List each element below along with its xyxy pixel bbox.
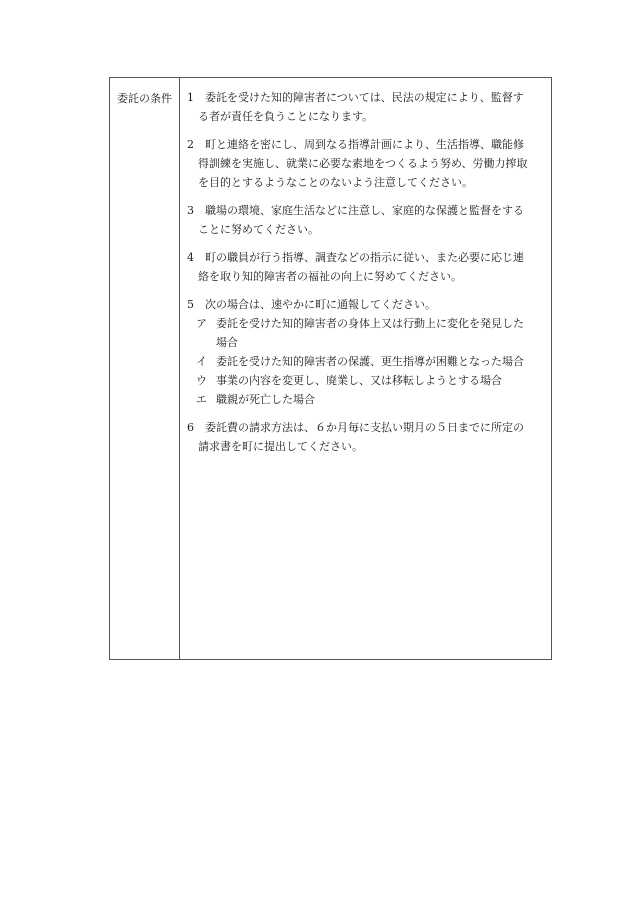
item-text-line: 委託を受けた知的障害者については、民法の規定により、監督す	[205, 91, 524, 104]
conditions-label-cell	[110, 78, 180, 659]
conditions-table	[109, 77, 552, 660]
condition-item-3	[187, 201, 547, 239]
item-text-line: る者が責任を負うことになります。	[198, 110, 374, 123]
item-number: 2	[187, 138, 194, 151]
condition-item-1	[187, 88, 547, 126]
item-text-line: ことに努めてください。	[198, 223, 319, 236]
sub-item-mark: イ	[196, 355, 207, 368]
item-text-line: 委託費の請求方法は、６か月毎に支払い期月の５日までに所定の	[205, 421, 524, 434]
item-text-line: 次の場合は、速やかに町に通報してください。	[205, 298, 436, 311]
sub-item-text-line: 事業の内容を変更し、廃業し、又は移転しようとする場合	[216, 374, 502, 387]
item-number: 5	[187, 298, 194, 311]
conditions-content-cell	[180, 78, 551, 659]
item-number: 4	[187, 251, 194, 264]
sub-item-e	[187, 390, 547, 409]
sub-item-text-line: 場合	[216, 336, 238, 349]
condition-item-5	[187, 295, 547, 409]
sub-item-i	[187, 352, 547, 371]
conditions-label: 委託の条件	[117, 92, 172, 105]
condition-item-4	[187, 248, 547, 286]
item-text-line: 町の職員が行う指導、調査などの指示に従い、また必要に応じ連	[205, 251, 524, 264]
item-number: 1	[187, 91, 194, 104]
sub-item-a	[187, 314, 547, 352]
sub-item-text-line: 職親が死亡した場合	[216, 393, 315, 406]
item-text-line: 町と連絡を密にし、周到なる指導計画により、生活指導、職能修	[205, 138, 524, 151]
item-text-line: 請求書を町に提出してください。	[198, 440, 363, 453]
condition-item-6	[187, 418, 547, 456]
item-number: 6	[187, 421, 194, 434]
sub-item-mark: ウ	[196, 374, 207, 387]
sub-item-text-line: 委託を受けた知的障害者の身体上又は行動上に変化を発見した	[216, 317, 524, 330]
condition-item-2	[187, 135, 547, 192]
item-text-line: 職場の環境、家庭生活などに注意し、家庭的な保護と監督をする	[205, 204, 524, 217]
item-text-line: 絡を取り知的障害者の福祉の向上に努めてください。	[198, 270, 462, 283]
item-text-line: 得訓練を実施し、就業に必要な素地をつくるよう努め、労働力搾取	[198, 157, 528, 170]
sub-item-text-line: 委託を受けた知的障害者の保護、更生指導が困難となった場合	[216, 355, 524, 368]
item-text-line: を目的とするようなことのないよう注意してください。	[198, 176, 473, 189]
sub-item-u	[187, 371, 547, 390]
sub-item-mark: ア	[196, 317, 207, 330]
item-number: 3	[187, 204, 194, 217]
sub-item-mark: エ	[196, 393, 207, 406]
